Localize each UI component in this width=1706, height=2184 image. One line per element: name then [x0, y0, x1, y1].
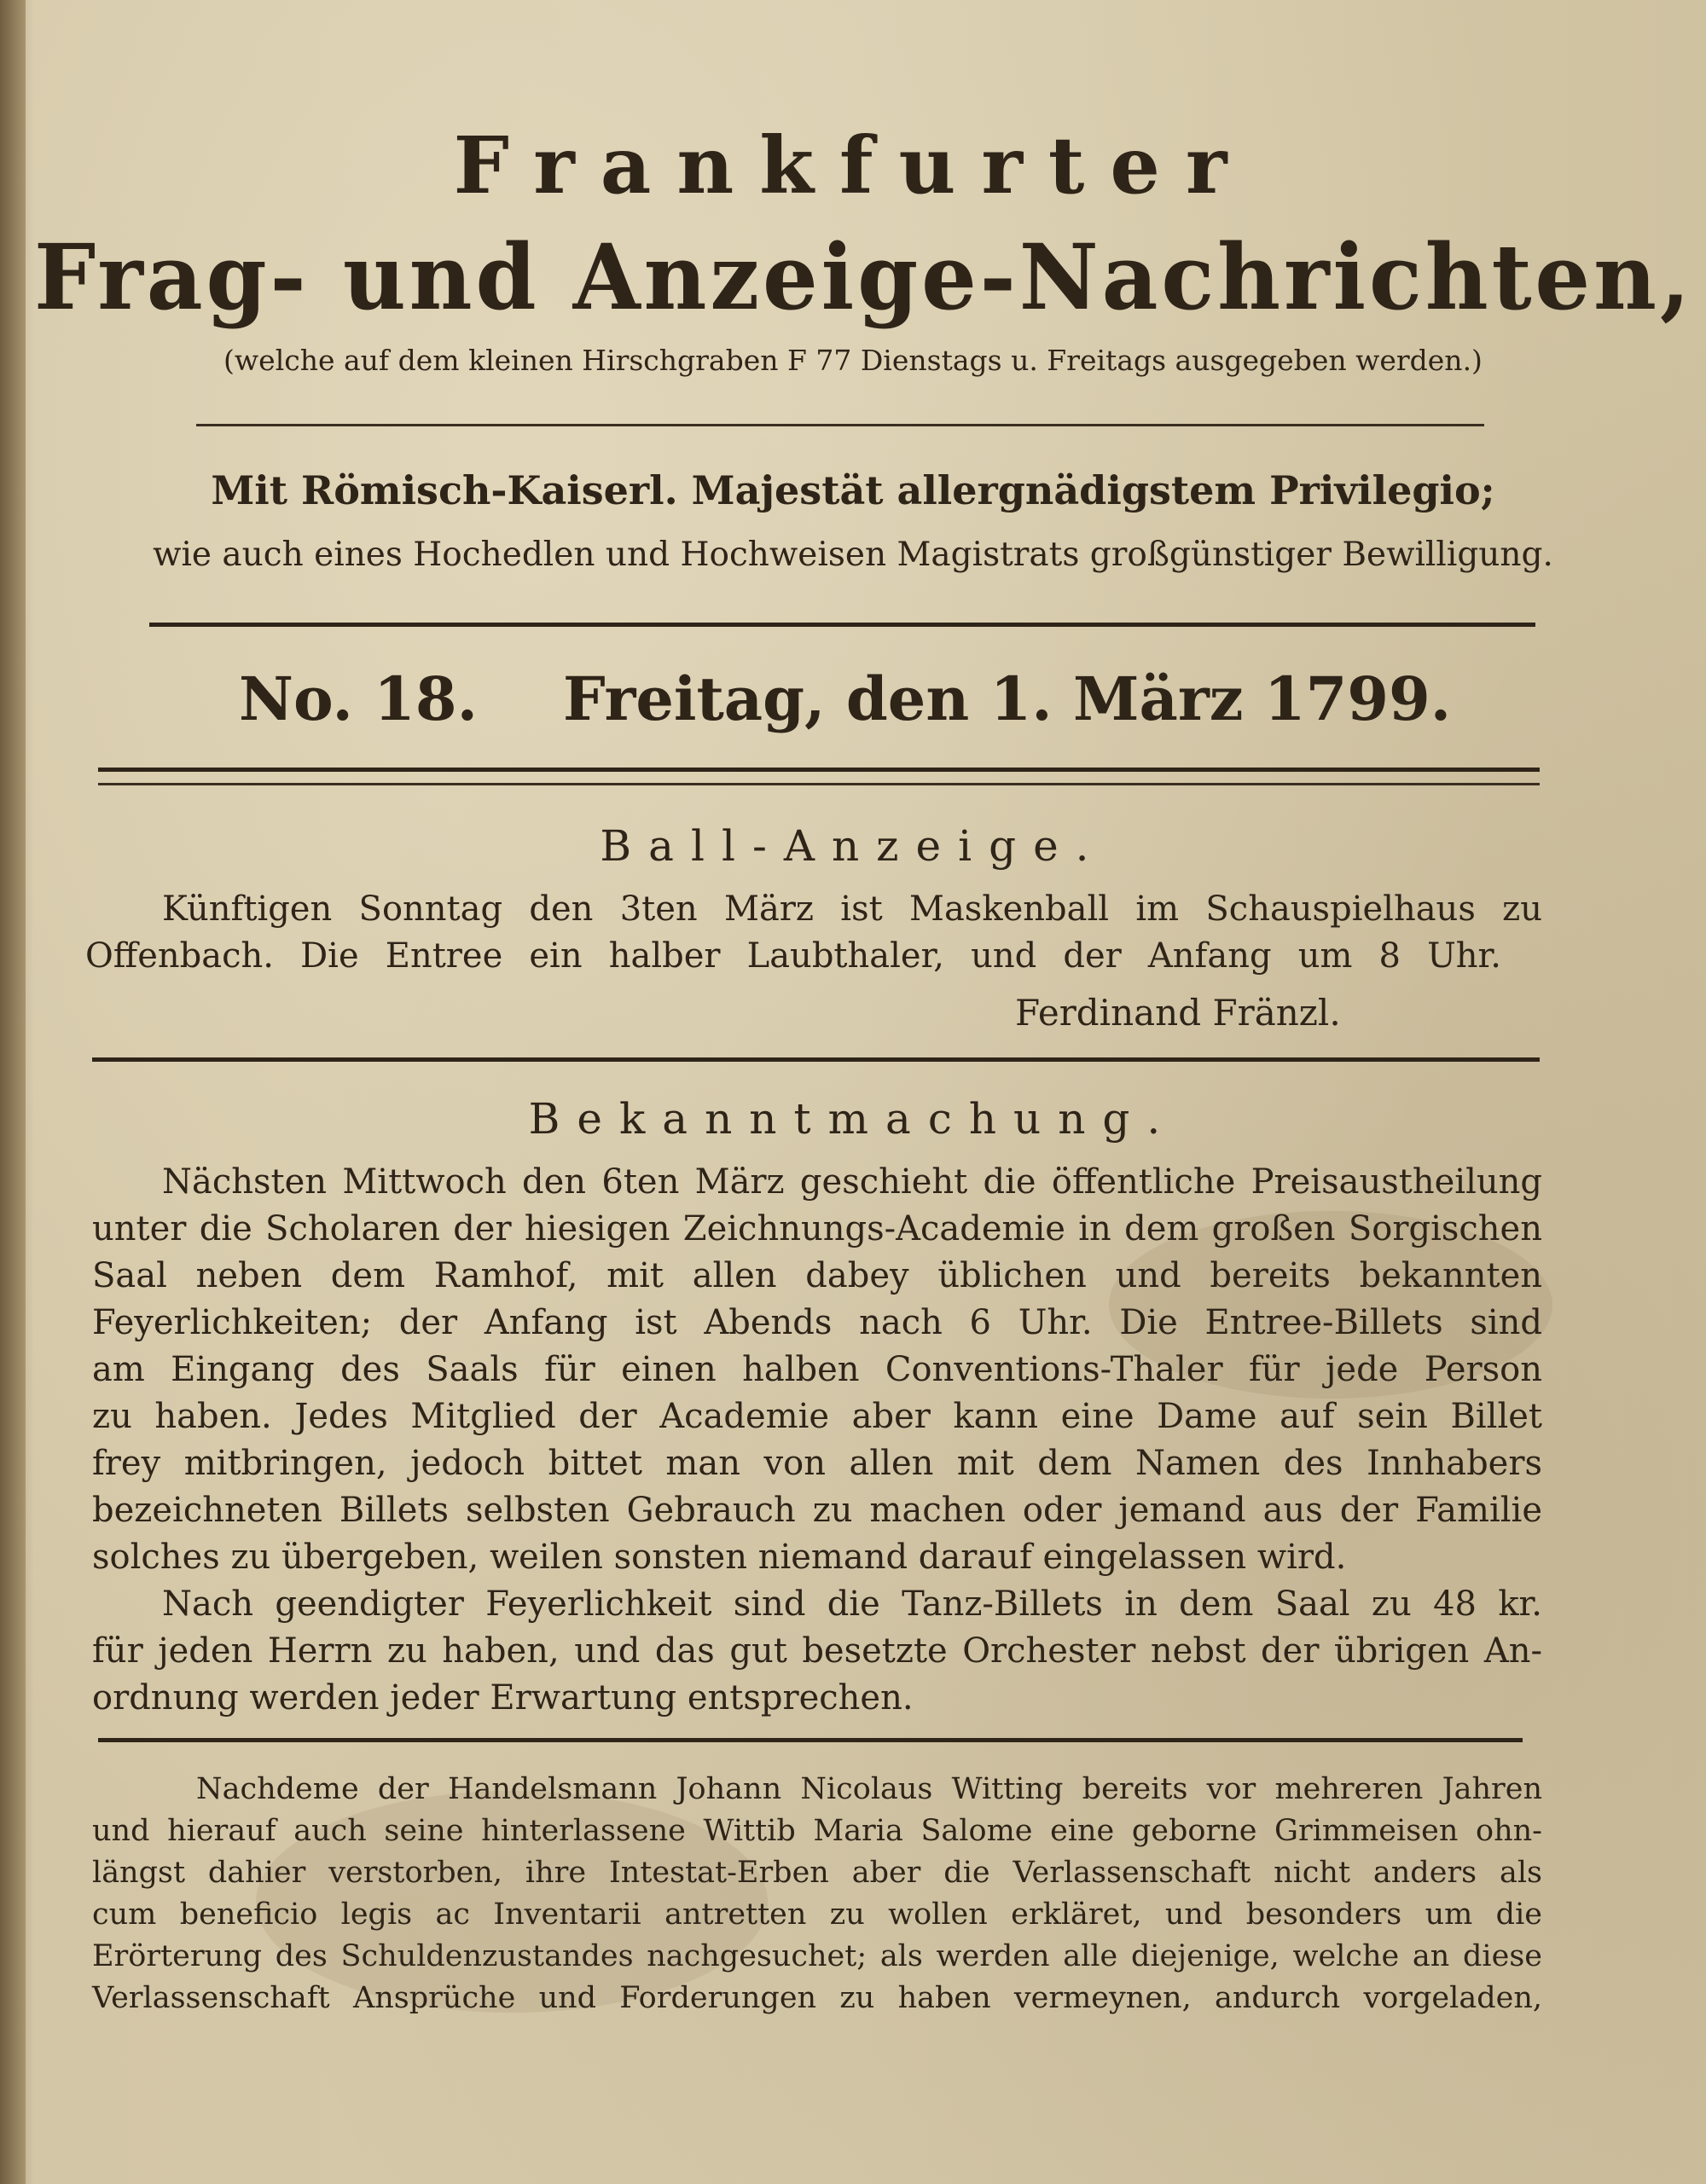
divider [98, 783, 1540, 785]
binding-gutter [0, 0, 26, 2184]
issue-number: No. 18. [239, 663, 478, 734]
masthead-title-line2: Frag- und Anzeige-Nachrichten, [34, 223, 1694, 330]
announcement-line: ordnung werden jeder Erwartung entsprechen. [92, 1678, 914, 1718]
announcement-line: für jeden Herrn zu haben, und das gut besetzte Orchester nebst der übrigen An- [92, 1631, 1542, 1671]
masthead-title-line1: Frankfurter [453, 119, 1253, 211]
ball-notice-line: Künftigen Sonntag den 3ten März ist Maskenball im Schauspielhaus zu [162, 889, 1542, 929]
announcement-line: am Eingang des Saals für einen halben Conventions-Thaler für jede Person [92, 1350, 1542, 1389]
estate-notice-line: und hierauf auch seine hinterlassene Wittib Maria Salome eine geborne Grimmeisen ohn- [92, 1814, 1542, 1848]
divider [149, 623, 1535, 627]
ball-notice-title: Ball-Anzeige. [600, 821, 1106, 871]
ball-notice-line: Offenbach. Die Entree ein halber Laubthaler, und der Anfang um 8 Uhr. [85, 936, 1501, 976]
divider [196, 424, 1484, 426]
issue-date: Freitag, den 1. März 1799. [563, 663, 1452, 734]
announcement-line: solches zu übergeben, weilen sonsten niemand darauf eingelassen wird. [92, 1538, 1347, 1577]
estate-notice-line: Verlassenschaft Ansprüche und Forderungen zu haben vermeynen, andurch vorgeladen, [92, 1981, 1542, 2015]
announcement-line: unter die Scholaren der hiesigen Zeichnungs-Academie in dem großen Sorgischen [92, 1209, 1542, 1248]
privilege-line1: Mit Römisch-Kaiserl. Majestät allergnädigstem Privilegio; [211, 467, 1495, 513]
announcement-line: zu haben. Jedes Mitglied der Academie aber kann eine Dame auf sein Billet [92, 1397, 1542, 1436]
estate-notice-line: Nachdeme der Handelsmann Johann Nicolaus Witting bereits vor mehreren Jahren [196, 1772, 1542, 1806]
announcement-line: Saal neben dem Ramhof, mit allen dabey üblichen und bereits bekannten [92, 1256, 1542, 1295]
privilege-line2: wie auch eines Hochedlen und Hochweisen Magistrats großgünstiger Bewilligung. [153, 536, 1553, 574]
divider [92, 1057, 1540, 1062]
announcement-title: Bekanntmachung. [528, 1094, 1178, 1144]
masthead-subtitle: (welche auf dem kleinen Hirschgraben F 77 Dienstags u. Freitags ausgegeben werden.) [223, 344, 1483, 377]
announcement-line: bezeichneten Billets selbsten Gebrauch zu machen oder jemand aus der Familie [92, 1491, 1542, 1530]
divider [98, 1738, 1523, 1742]
announcement-line: Nächsten Mittwoch den 6ten März geschieht die öffentliche Preisaustheilung [162, 1162, 1542, 1202]
divider [98, 768, 1540, 772]
estate-notice-line: cum beneficio legis ac Inventarii antretten zu wollen erkläret, und besonders um die [92, 1897, 1542, 1932]
announcement-line: frey mitbringen, jedoch bittet man von allen mit dem Namen des Innhabers [92, 1444, 1542, 1483]
estate-notice-line: längst dahier verstorben, ihre Intestat-Erben aber die Verlassenschaft nicht anders als [92, 1856, 1542, 1890]
announcement-line: Feyerlichkeiten; der Anfang ist Abends nach 6 Uhr. Die Entree-Billets sind [92, 1303, 1542, 1342]
announcement-line: Nach geendigter Feyerlichkeit sind die Tanz-Billets in dem Saal zu 48 kr. [162, 1584, 1542, 1624]
estate-notice-line: Erörterung des Schuldenzustandes nachgesuchet; als werden alle diejenige, welche an diese [92, 1939, 1542, 1973]
ball-notice-signature: Ferdinand Fränzl. [1015, 992, 1341, 1034]
